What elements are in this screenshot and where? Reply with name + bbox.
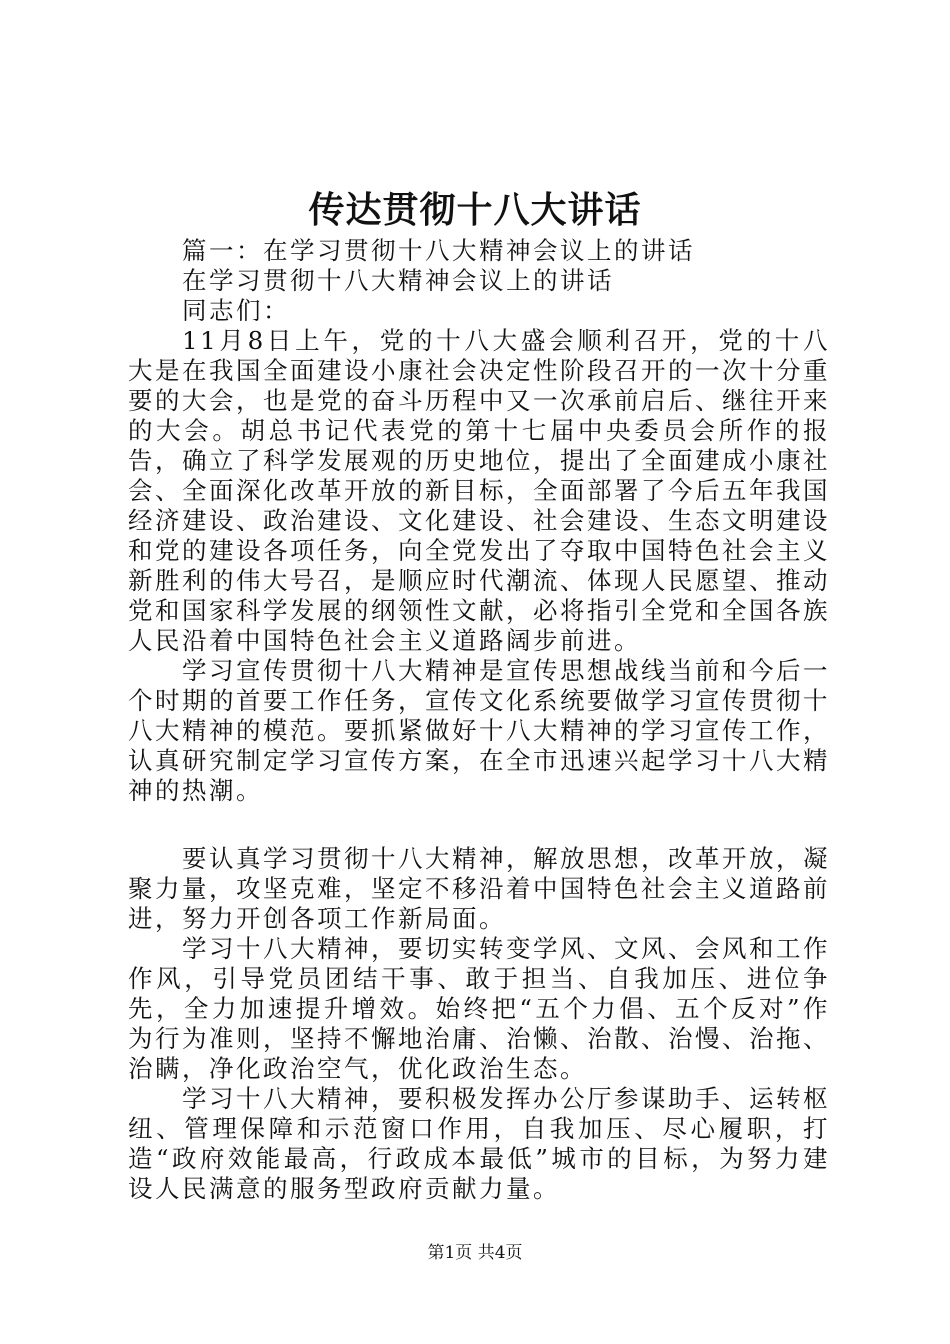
body-paragraph: 要认真学习贯彻十八大精神，解放思想，改革开放，凝聚力量，攻坚克难，坚定不移沿着中国特色社会主义道路前进，努力开创各项工作新局面。 [128,844,830,933]
section-heading: 篇一：在学习贯彻十八大精神会议上的讲话 [182,236,695,265]
speech-title: 在学习贯彻十八大精神会议上的讲话 [182,266,614,295]
page-footer: 第1页 共4页 [427,1243,523,1263]
document-body [128,236,830,1204]
body-paragraph: 学习十八大精神，要切实转变学风、文风、会风和工作作风，引导党员团结干事、敢于担当、自我加压、进位争先，全力加速提升增效。始终把“五个力倡、五个反对”作为行为准则，坚持不懈地治庸、治懒、治散、治慢、治拖、治瞒，净化政治空气，优化政治生态。 [128,934,830,1083]
document-title: 传达贯彻十八大讲话 [308,189,642,231]
body-paragraph: 11月8日上午，党的十八大盛会顺利召开，党的十八大是在我国全面建设小康社会决定性阶段召开的一次十分重要的大会，也是党的奋斗历程中又一次承前启后、继往开来的大会。胡总书记代表党的第十七届中央委员会所作的报告，确立了科学发展观的历史地位，提出了全面建成小康社会、全面深化改革开放的新目标，全面部署了今后五年我国经济建设、政治建设、文化建设、社会建设、生态文明建设和党的建设各项任务，向全党发出了夺取中国特色社会主义新胜利的伟大号召，是顺应时代潮流、体现人民愿望、推动党和国家科学发展的纲领性文献，必将指引全党和全国各族人民沿着中国特色社会主义道路阔步前进。 [128,326,830,655]
body-paragraph: 学习宣传贯彻十八大精神是宣传思想战线当前和今后一个时期的首要工作任务，宣传文化系统要做学习宣传贯彻十八大精神的模范。要抓紧做好十八大精神的学习宣传工作，认真研究制定学习宣传方案，在全市迅速兴起学习十八大精神的热潮。 [128,656,830,805]
body-paragraph: 学习十八大精神，要积极发挥办公厅参谋助手、运转枢纽、管理保障和示范窗口作用，自我加压、尽心履职，打造“政府效能最高，行政成本最低”城市的目标，为努力建设人民满意的服务型政府贡献力量。 [128,1084,830,1203]
salutation: 同志们： [182,296,290,325]
